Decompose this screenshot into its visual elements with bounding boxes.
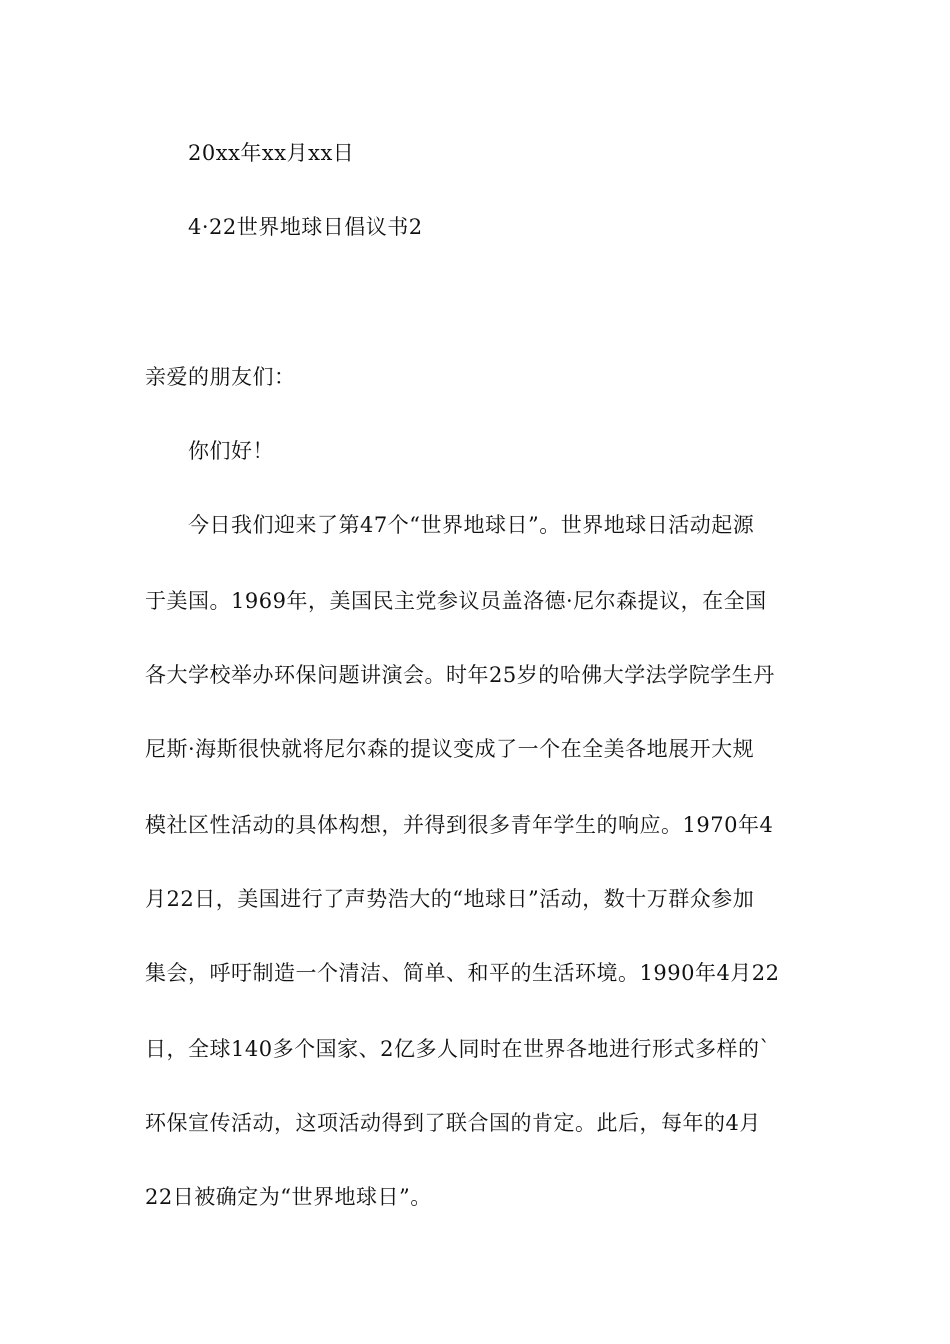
body-line: 环保宣传活动，这项活动得到了联合国的肯定。此后，每年的4月 — [145, 1111, 761, 1135]
body-line: 尼斯·海斯很快就将尼尔森的提议变成了一个在全美各地展开大规 — [145, 737, 755, 761]
body-line: 模社区性活动的具体构想，并得到很多青年学生的响应。1970年4 — [145, 813, 774, 837]
body-line: 月22日，美国进行了声势浩大的“地球日”活动，数十万群众参加 — [145, 887, 755, 911]
body-line: 集会，呼吁制造一个清洁、简单、和平的生活环境。1990年4月22 — [145, 961, 780, 985]
body-line: 日，全球140多个国家、2亿多人同时在世界各地进行形式多样的` — [145, 1037, 771, 1061]
body-line: 今日我们迎来了第47个“世界地球日”。世界地球日活动起源 — [188, 513, 755, 537]
greeting: 你们好！ — [188, 439, 274, 463]
body-line: 各大学校举办环保问题讲演会。时年25岁的哈佛大学法学院学生丹 — [145, 663, 775, 687]
document-heading: 4·22世界地球日倡议书2 — [188, 215, 423, 239]
date-line: 20xx年xx月xx日 — [188, 141, 355, 165]
salutation: 亲爱的朋友们： — [145, 365, 296, 389]
body-line: 于美国。1969年，美国民主党参议员盖洛德·尼尔森提议，在全国 — [145, 589, 767, 613]
body-line: 22日被确定为“世界地球日”。 — [145, 1185, 432, 1209]
